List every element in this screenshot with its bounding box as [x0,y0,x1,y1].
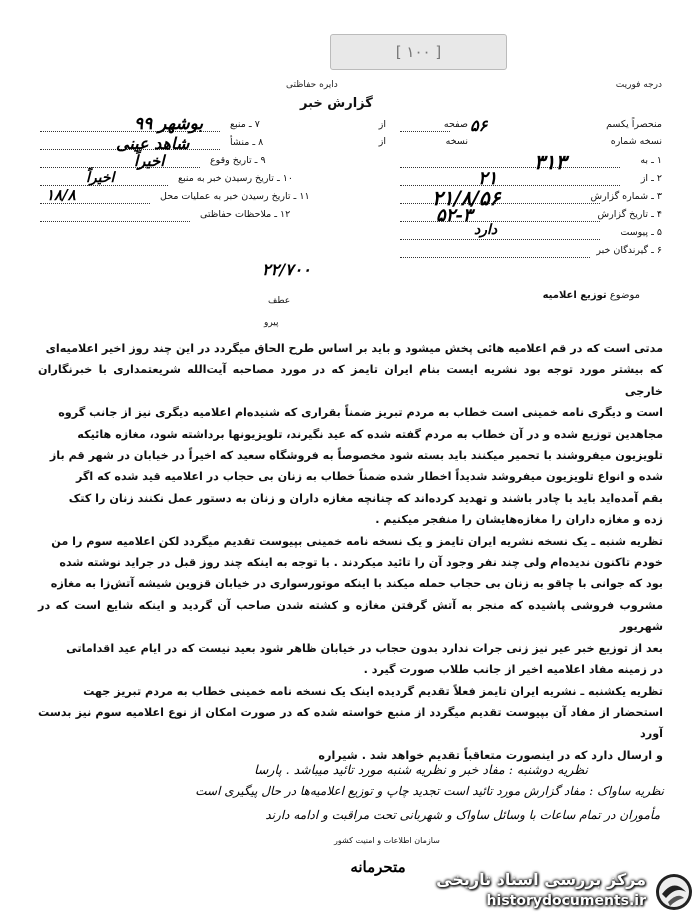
body-line: بود که جوانی با چاقو به زنان بی حجاب حمله میکند با اینکه موتورسواری در خیابان قزوین شیشه آتش‌زا به مغازه [50,577,663,591]
row-5-attachment: ۵ ـ پیوست [620,227,662,238]
body-line: و ارسال دارد که در اینصورت متعاقباً تقدیم خواهد شد . شیراره [318,748,663,762]
handwritten-origin: شاهد عینی [116,134,190,153]
body-line: که بیشتر مورد توجه بود نشریه ایست بنام ایران تایمز که در مورد مصاحبه آیت‌الله شریعتمداری با خبرنگاران خارجی [38,363,663,398]
from-label-1: از [378,119,386,130]
body-line: زده و مغازه داران را مغازه‌هایشان را منفجر میکنیم . [375,513,663,527]
row-11-received-ops: ۱۱ ـ تاریخ رسیدن خبر به عملیات محل [160,191,310,202]
stamp-org-label: سازمان اطلاعات و امنیت کشور [334,836,440,845]
body-line: تظریه یکشنبه ـ نشریه ایران تایمز فعلاً تقدیم گردیده اینک یک نسخه نامه خمینی خطاب به مردم تبریز جهت [83,684,663,698]
handwritten-received-ops: ۱۸/۸ [46,186,76,204]
copy-number-label: نسخه شماره [610,136,662,147]
body-line: بعد از توزیع خبر عیر نیز زنی جرات ندارد بدون حجاب در خیابان ظاهر شود بعید نیست که در ایام عید اقداماتی [66,641,663,655]
body-line: تلویزیون میفروشند با تحمیر میکنند باید بسته شود مخصوصاً به فروشگاه سعید که اخیراً در خیابان در شهر قم باز [49,449,663,463]
unit-label: دایره حفاظتی [286,80,338,90]
report-title: گزارش خبر [300,96,373,111]
handwritten-event-date: اخیراً [134,152,165,170]
handwritten-code: ۲۲/۷۰۰ [262,260,311,279]
dotted-line [40,221,190,222]
handwritten-received-source: اخیراً [86,170,115,186]
archive-logo-icon [654,872,694,912]
dotted-line [400,131,450,132]
handwritten-misc: دارد [474,222,498,238]
row-7-source: ۷ ـ منبع [230,119,260,130]
page-label: صفحه [443,119,468,130]
handwritten-report-number: ۵۶ [470,116,488,135]
row-12-security-notes: ۱۲ ـ ملاحظات حفاظتی [200,209,291,220]
copy-suffix-label: نسخه [445,136,468,147]
body-line: مجاهدین توزیع شده و در آن خطاب به مردم گفته شده که عید نگیرند، تلویزیونها برداشته شود، مغازه هائیکه [77,427,663,441]
row-2-from: ۲ ـ از [640,173,662,184]
dotted-line [400,239,600,240]
body-line: است و دیگری نامه خمینی است خطاب به مردم تبریز ضمناً بقراری که شنیده‌ام اعلامیه دیگری نیز از جانب گروه [58,406,663,420]
body-line: مشروب فروشی پاشیده که منجر به آتش گرفتن مغازه و کشته شدن صاحب آن گردید و اینکه شایع است که در شهریور [38,598,663,634]
reference-label: عطف [268,296,291,306]
handwritten-source: بوشهر ۹۹ [134,114,204,134]
body-line: در زمینه مفاد اعلامیه اخیر از جانب طلاب صورت گیرد . [363,663,663,677]
followup-label: پیرو [264,318,279,328]
row-10-received-source: ۱۰ ـ تاریخ رسیدن خبر به منبع [178,173,293,184]
body-line: شده و انواع تلویزیون میفروشد شدیداً اخطار شده ضمناً خطاب به زنان بی حجاب در اعلامیه قید شده که اگر [75,470,663,484]
note-monday: نظریه دوشنبه : مفاد خبر و نظریه شنبه مورد تائید میباشد . پارسا [254,762,588,777]
body-line: مدتی است که در قم اعلامیه هائی پخش میشود و باید بر اساس طرح الحاق میگردد در این چند روز اخیر اعلامیه‌ای [45,342,663,355]
watermark-logo [404,866,698,916]
body-line: استحضار از مفاد آن بپیوست تقدیم میگردد از منبع خواسته شده که در صورت امکان از نوع اعلامیه سوم نیز بدست آورد [38,705,663,741]
handwritten-report-from: ۲۱ [478,168,498,189]
dotted-line [40,167,200,168]
watermark-url: historydocuments.ir [486,893,646,909]
handwritten-attachment: ۵۲-۳ [436,205,473,226]
row-9-event-date: ۹ ـ تاریخ وقوع [210,155,266,166]
body-line: تظریه شنبه ـ یک نسخه نشریه ایران تایمز و یک نسخه نامه خمینی بپیوست تقدیم میگردد لکن اعلامیه سوم را من [51,534,663,548]
watermark-title: مرکز بررسی اسناد تاریخی [436,870,646,889]
row-8-origin: ۸ ـ منشأ [230,137,264,148]
dotted-line [400,167,620,168]
handwritten-report-to: ۳۱۳ [534,150,567,174]
subject-label: موضوع [609,290,640,301]
row-6-recipients: ۶ ـ گیرندگان خبر [596,245,662,256]
report-body [38,338,663,766]
copy-of-label: منحصراً یکسم [606,119,662,130]
from-label-2: از [378,136,386,147]
priority-label: درجه فوریت [615,80,662,90]
note-followup: مأموران در تمام ساعات با وسائل ساواک و شهربانی تحت مراقبت و ادامه دارند [265,808,660,822]
handwritten-report-date: ۲۱/۸/۵۶ [432,186,501,210]
dotted-line [400,221,600,222]
top-stamp: [ ۱۰۰ ] [330,34,507,70]
subject-line [543,290,640,301]
body-line: بقم آمده‌اید باید با چادر باشند و تهدید کرده‌اند که چنانچه مغازه داران و زنان به دستور عمل نکنند زنان را کتک [68,491,663,505]
dotted-line [400,257,590,258]
body-line: خودم تاکنون ندیده‌ام ولی چند نفر وجود آن را تائید میکردند . با توجه به اینکه چند روز قبل در جراید نوشته شده [59,556,663,570]
note-savak: نظریه ساواک : مفاد گزارش مورد تائید است تجدید چاپ و توزیع اعلامیه‌ها در حال پیگیری است [195,784,664,798]
row-4-report-date: ۴ ـ تاریخ گزارش [597,209,662,220]
row-1-to: ۱ ـ به [640,155,662,166]
row-3-report-number: ۳ ـ شماره گزارش [590,191,662,202]
stamp-confidential: متحرمانه [350,858,406,876]
subject-value: توزیع اعلامیه [542,290,607,301]
